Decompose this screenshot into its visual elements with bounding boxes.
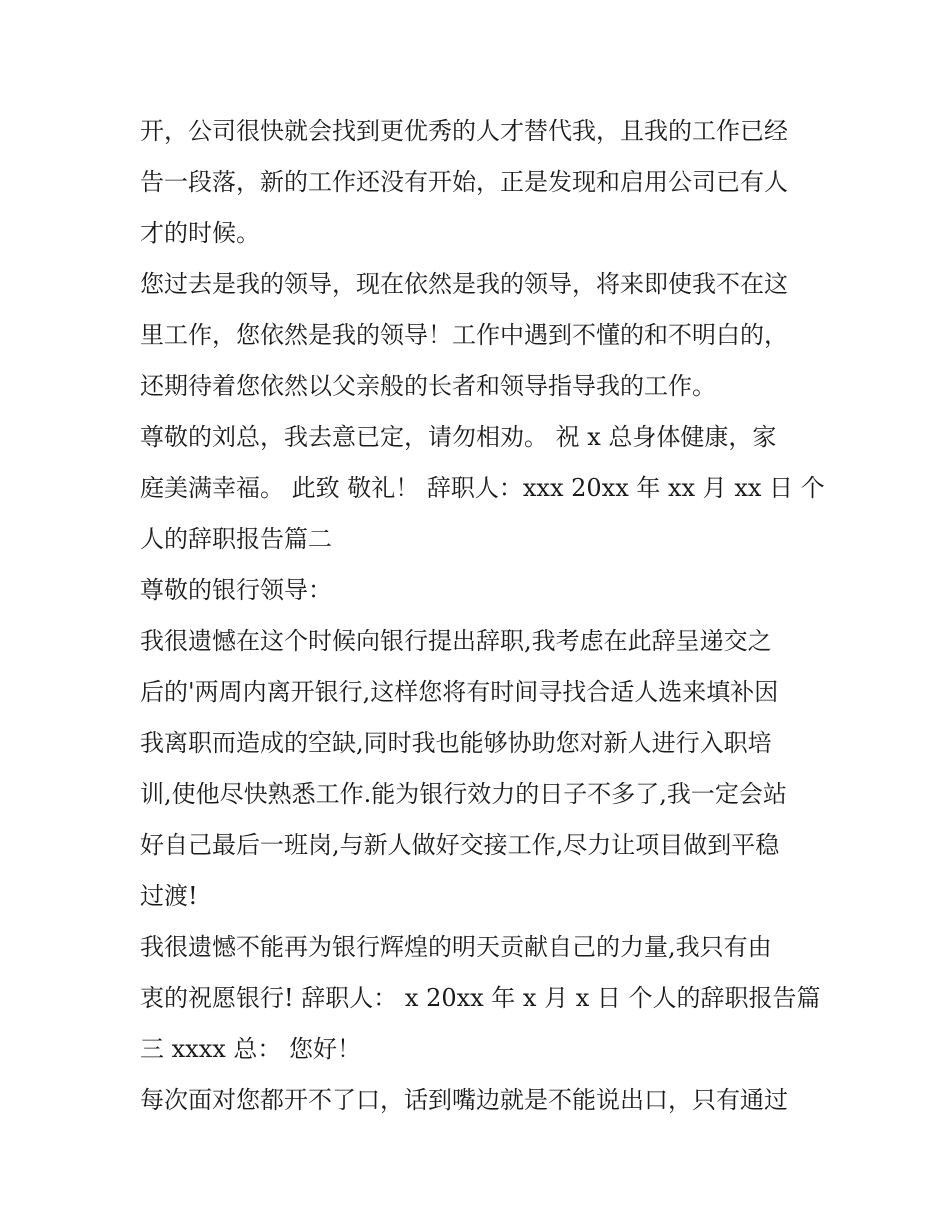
text-line: 我很遗憾在这个时候向银行提出辞职,我考虑在此辞呈递交之 [140, 627, 772, 655]
text-line: 我很遗憾不能再为银行辉煌的明天贡献自己的力量,我只有由 [140, 933, 772, 961]
text-line: 尊敬的刘总，我去意已定，请勿相劝。 祝 x 总身体健康，家 [140, 423, 777, 451]
text-line: 好自己最后一班岗,与新人做好交接工作,尽力让项目做到平稳 [140, 831, 780, 859]
document-body [140, 106, 825, 1126]
text-line: 里工作，您依然是我的领导！工作中遇到不懂的和不明白的， [140, 321, 788, 349]
text-line: 后的'两周内离开银行,这样您将有时间寻找合适人选来填补因 [140, 678, 779, 706]
salutation: 尊敬的银行领导： [140, 576, 332, 604]
text-line: 庭美满幸福。 此致 敬礼！ 辞职人：xxx 20xx 年 xx 月 xx 日 个 [140, 474, 825, 502]
section-heading: 人的辞职报告篇二 [140, 525, 332, 553]
text-line: 训,使他尽快熟悉工作.能为银行效力的日子不多了,我一定会站 [140, 780, 787, 808]
text-line: 过渡! [140, 882, 198, 910]
text-line: 还期待着您依然以父亲般的长者和领导指导我的工作。 [140, 372, 716, 400]
text-line: 您过去是我的领导，现在依然是我的领导，将来即使我不在这 [140, 270, 788, 298]
text-line: 衷的祝愿银行! 辞职人： x 20xx 年 x 月 x 日 个人的辞职报告篇 [140, 984, 821, 1012]
text-line: 我离职而造成的空缺,同时我也能够协助您对新人进行入职培 [140, 729, 772, 757]
text-line: 每次面对您都开不了口，话到嘴边就是不能说出口，只有通过 [140, 1086, 788, 1114]
text-line: 才的时候。 [140, 219, 260, 247]
salutation: 三 xxxx 总： 您好！ [140, 1035, 362, 1063]
text-line: 告一段落，新的工作还没有开始，正是发现和启用公司已有人 [140, 168, 788, 196]
text-line: 开，公司很快就会找到更优秀的人才替代我，且我的工作已经 [140, 117, 788, 145]
